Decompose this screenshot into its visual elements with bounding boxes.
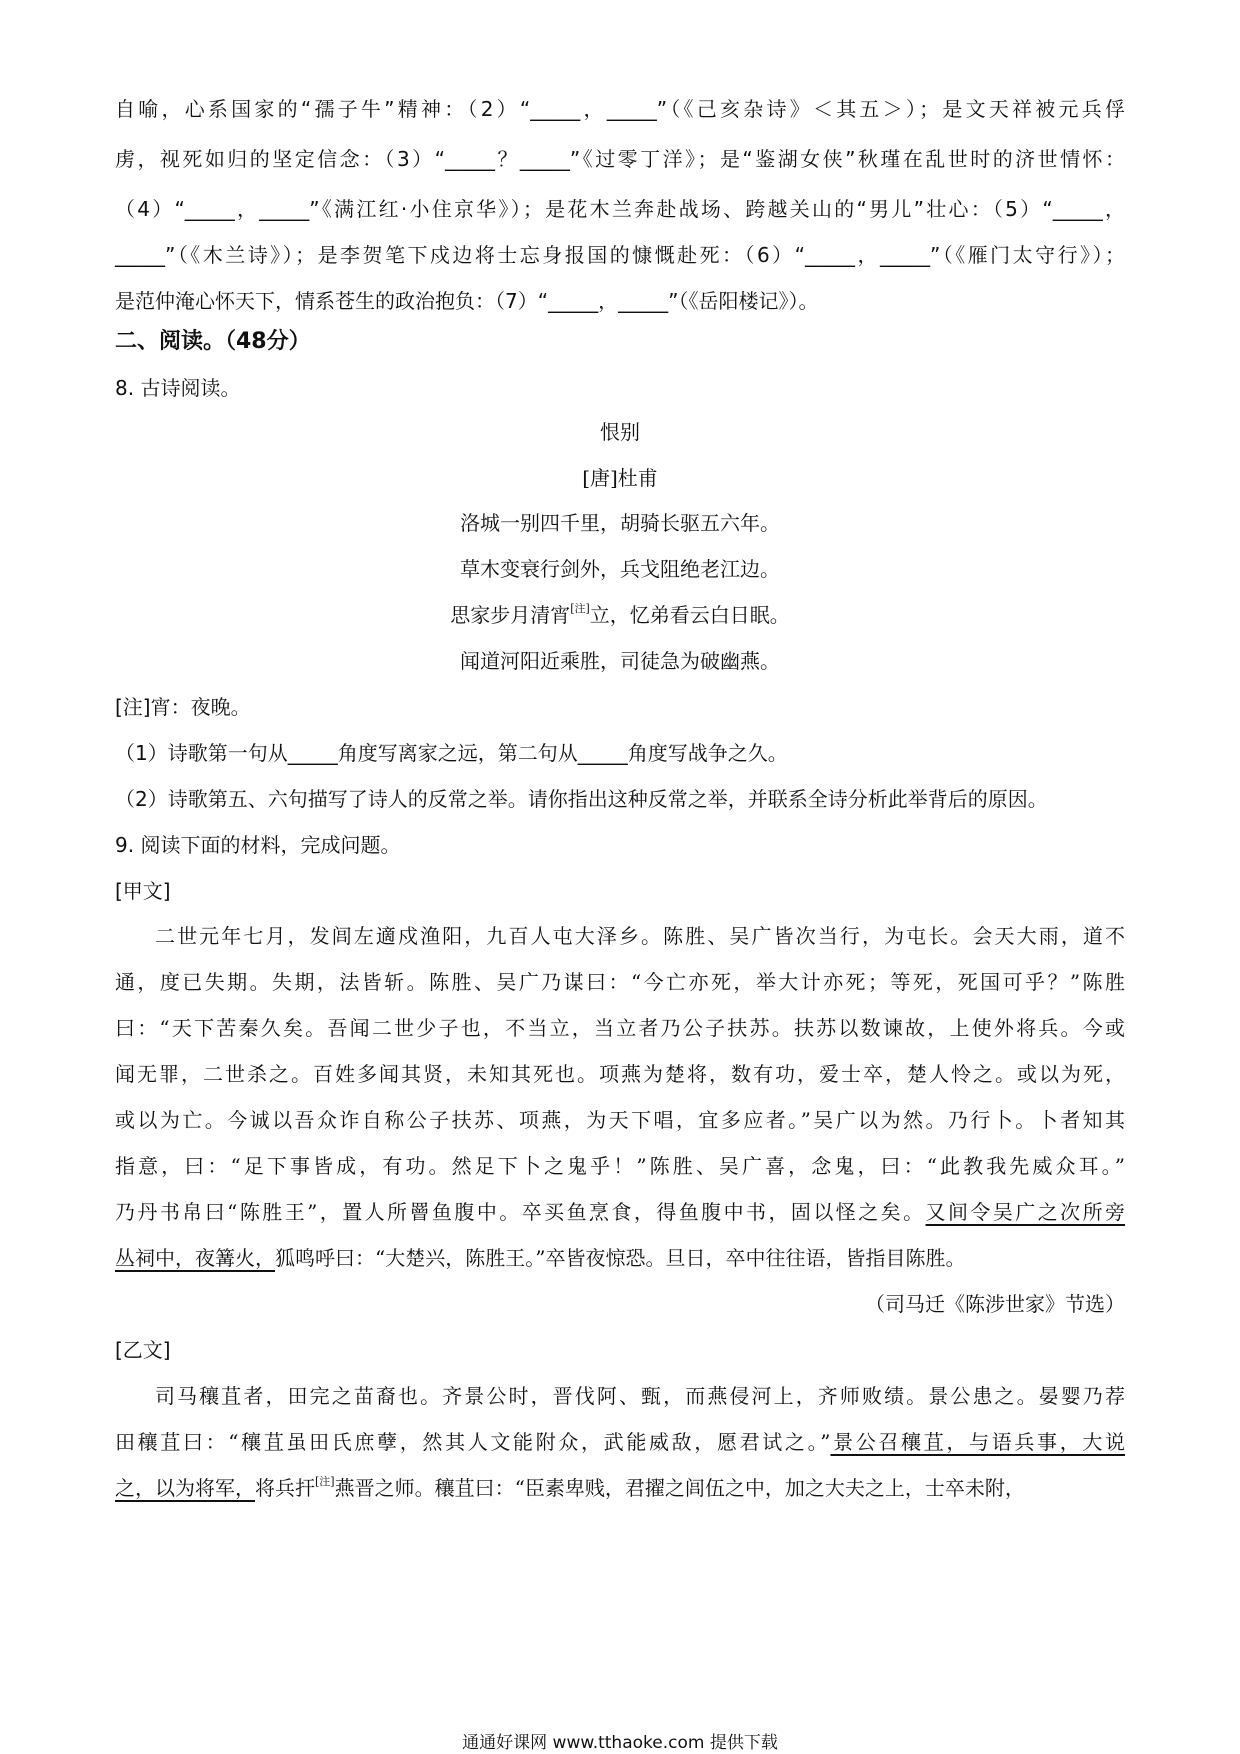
question-9-label: 9. 阅读下面的材料，完成问题。 bbox=[115, 833, 401, 857]
poem-line: 草木变衰行剑外，兵戈阻绝老江边。 bbox=[460, 557, 780, 581]
section-heading: 二、阅读。（48分） bbox=[115, 329, 311, 354]
passage-text: 乃丹书帛曰“陈胜王”，置人所罾鱼腹中。卒买鱼烹食，得鱼腹中书，固以怪之矣。 bbox=[115, 1200, 926, 1224]
passage-yi-line bbox=[115, 1428, 1125, 1456]
question-8-sub2: （2）诗歌第五、六句描写了诗人的反常之举。请你指出这种反常之举，并联系全诗分析此举背后的原因。 bbox=[115, 787, 1048, 811]
poem-line: 洛城一别四千里，胡骑长驱五六年。 bbox=[460, 511, 780, 535]
passage-source: （司马迁《陈涉世家》节选） bbox=[865, 1292, 1125, 1316]
poem-title: 恨别 bbox=[600, 420, 640, 444]
poem-line: 闻道河阳近乘胜，司徒急为破幽燕。 bbox=[460, 649, 780, 673]
passage-yi-label: [乙文] bbox=[115, 1338, 171, 1362]
fill-blank-line: _____”（《木兰诗》）；是李贺笔下戍边将士忘身报国的慷慨赴死：（6）“_____，_____”（《雁门太守行》）； bbox=[115, 243, 1125, 267]
poem-author: [唐]杜甫 bbox=[582, 466, 658, 490]
underlined-sentence: 景公召穰苴，与语兵事，大说 bbox=[830, 1430, 1126, 1454]
question-8-label: 8. 古诗阅读。 bbox=[115, 376, 241, 400]
fill-blank-line: 是范仲淹心怀天下，情系苍生的政治抱负：（7）“_____，_____”（《岳阳楼记》）。 bbox=[115, 289, 819, 313]
passage-jia-line bbox=[115, 1198, 1125, 1226]
poem-line-part: 思家步月清宵 bbox=[450, 603, 571, 627]
poem-line-part: 立，忆弟看云白日眠。 bbox=[589, 603, 790, 627]
passage-jia-line: 通，度已失期。失期，法皆斩。陈胜、吴广乃谋曰：“今亡亦死，举大计亦死；等死，死国可乎？”陈胜 bbox=[115, 970, 1125, 994]
fill-blank-line: 自喻，心系国家的“孺子牛”精神：（2）“_____，_____”（《己亥杂诗》＜其五＞）；是文天祥被元兵俘 bbox=[115, 97, 1125, 121]
note-marker: [注] bbox=[315, 1475, 335, 1488]
passage-text: 田穰苴曰：“穰苴虽田氏庶孽，然其人文能附众，武能威敌，愿君试之。” bbox=[115, 1430, 831, 1454]
underlined-sentence: 又间令吴广之次所旁 bbox=[925, 1200, 1126, 1224]
passage-yi-line: 司马穰苴者，田完之苗裔也。齐景公时，晋伐阿、甄，而燕侵河上，齐师败绩。景公患之。晏婴乃荐 bbox=[155, 1384, 1125, 1408]
fill-blank-line: （4）“_____，_____”《满江红·小住京华》）；是花木兰奔赴战场、跨越关山的“男儿”壮心：（5）“_____， bbox=[115, 197, 1125, 221]
passage-jia-line: 二世元年七月，发闾左適戍渔阳，九百人屯大泽乡。陈胜、吴广皆次当行，为屯长。会天大雨，道不 bbox=[155, 924, 1125, 948]
underlined-sentence: 之，以为将军， bbox=[115, 1476, 255, 1500]
poem-line bbox=[115, 601, 1125, 629]
poem-note: [注]宵：夜晚。 bbox=[115, 695, 251, 719]
underlined-sentence: 丛祠中，夜篝火， bbox=[115, 1246, 275, 1270]
note-marker: [注] bbox=[570, 602, 590, 615]
footer-watermark: 通通好课网 www.tthaoke.com 提供下载 bbox=[462, 1733, 778, 1753]
passage-jia-line bbox=[115, 1244, 1125, 1272]
passage-yi-line bbox=[115, 1474, 1125, 1502]
passage-jia-label: [甲文] bbox=[115, 879, 171, 903]
question-8-sub1: （1）诗歌第一句从_____角度写离家之远，第二句从_____角度写战争之久。 bbox=[115, 741, 788, 765]
passage-jia-line: 或以为亡。今诚以吾众诈自称公子扶苏、项燕，为天下唱，宜多应者。”吴广以为然。乃行卜。卜者知其 bbox=[115, 1108, 1125, 1132]
passage-jia-line: 曰：“天下苦秦久矣。吾闻二世少子也，不当立，当立者乃公子扶苏。扶苏以数谏故，上使外将兵。今或 bbox=[115, 1016, 1125, 1040]
passage-text: 燕晋之师。穰苴曰：“臣素卑贱，君擢之闾伍之中，加之大夫之上，士卒未附， bbox=[334, 1476, 1025, 1500]
passage-text: 将兵扞 bbox=[255, 1476, 315, 1500]
fill-blank-line: 虏，视死如归的坚定信念：（3）“_____？_____”《过零丁洋》；是“鉴湖女侠”秋瑾在乱世时的济世情怀： bbox=[115, 147, 1125, 171]
passage-jia-line: 指意，曰：“足下事皆成，有功。然足下卜之鬼乎！”陈胜、吴广喜，念鬼，曰：“此教我先威众耳。” bbox=[115, 1154, 1125, 1178]
passage-text: 狐鸣呼曰：“大楚兴，陈胜王。”卒皆夜惊恐。旦日，卒中往往语，皆指目陈胜。 bbox=[275, 1246, 966, 1270]
passage-jia-line: 闻无罪，二世杀之。百姓多闻其贤，未知其死也。项燕为楚将，数有功，爱士卒，楚人怜之。或以为死， bbox=[115, 1062, 1125, 1086]
